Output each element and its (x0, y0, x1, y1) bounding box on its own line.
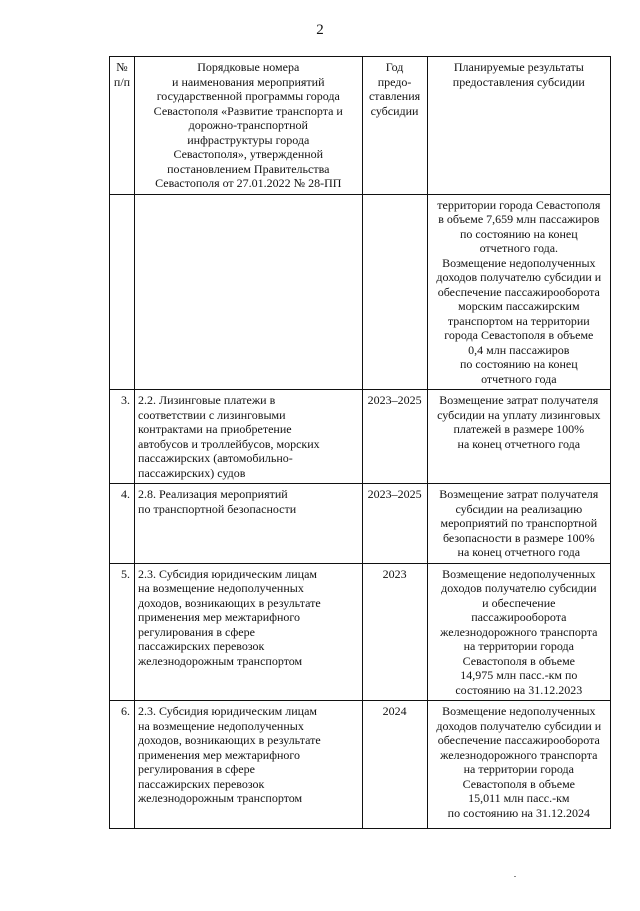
row-name: 2.3. Субсидия юридическим лицам на возмещение недополученных доходов, возникающих в результате применения мер межтарифного регулирования в сфере пассажирских перевозок железнодорожным транспортом (135, 563, 362, 701)
row-year: 2023–2025 (362, 484, 427, 564)
row-num: 3. (110, 390, 135, 484)
row-year: 2024 (362, 701, 427, 829)
scan-speck (514, 876, 516, 877)
header-year: Год предо- ставления субсидии (362, 57, 427, 195)
header-result: Планируемые результаты предоставления субсидии (427, 57, 610, 195)
row-result: Возмещение недополученных доходов получателю субсидии и обеспечение пассажирооборота железнодорожного транспорта на территории города Севастополя в объеме 14,975 млн пасс.-км по состоянию на 31.12.2023 (427, 563, 610, 701)
table-row (110, 484, 611, 564)
header-name: Порядковые номера и наименования мероприятий государственной программы города Севастополя «Развитие транспорта и дорожно-транспортной инфраструктуры города Севастополя», утвержденной постановлением Правительства Севастополя от 27.01.2022 № 28-ПП (135, 57, 362, 195)
row-result: Возмещение недополученных доходов получателю субсидии и обеспечение пассажирооборота железнодорожного транспорта на территории города Севастополя в объеме 15,011 млн пасс.-км по состоянию на 31.12.2024 (427, 701, 610, 829)
row-result: Возмещение затрат получателя субсидии на реализацию мероприятий по транспортной безопасности в размере 100% на конец отчетного года (427, 484, 610, 564)
row-year: 2023 (362, 563, 427, 701)
table-row (110, 701, 611, 829)
row-name: 2.8. Реализация мероприятий по транспортной безопасности (135, 484, 362, 564)
row-year: 2023–2025 (362, 390, 427, 484)
subsidy-table (109, 56, 611, 829)
header-num: № п/п (110, 57, 135, 195)
table-cell-empty (362, 194, 427, 390)
row-num: 5. (110, 563, 135, 701)
table-header-row (110, 57, 611, 195)
table-row-continuation (110, 194, 611, 390)
row-num: 6. (110, 701, 135, 829)
table-cell-empty (110, 194, 135, 390)
continuation-result: территории города Севастополя в объеме 7,659 млн пассажиров по состоянию на конец отчетного года. Возмещение недополученных доходов получателю субсидии и обеспечение пассажирооборота морским пассажирским транспортом на территории города Севастополя в объеме 0,4 млн пассажиров по состоянию на конец отчетного года (427, 194, 610, 390)
row-name: 2.3. Субсидия юридическим лицам на возмещение недополученных доходов, возникающих в результате применения мер межтарифного регулирования в сфере пассажирских перевозок железнодорожным транспортом (135, 701, 362, 829)
page-number: 2 (316, 22, 324, 38)
table-cell-empty (135, 194, 362, 390)
row-name: 2.2. Лизинговые платежи в соответствии с лизинговыми контрактами на приобретение автобусов и троллейбусов, морских пассажирских (автомобильно- пассажирских) судов (135, 390, 362, 484)
table-row (110, 563, 611, 701)
row-num: 4. (110, 484, 135, 564)
row-result: Возмещение затрат получателя субсидии на уплату лизинговых платежей в размере 100% на конец отчетного года (427, 390, 610, 484)
table-row (110, 390, 611, 484)
